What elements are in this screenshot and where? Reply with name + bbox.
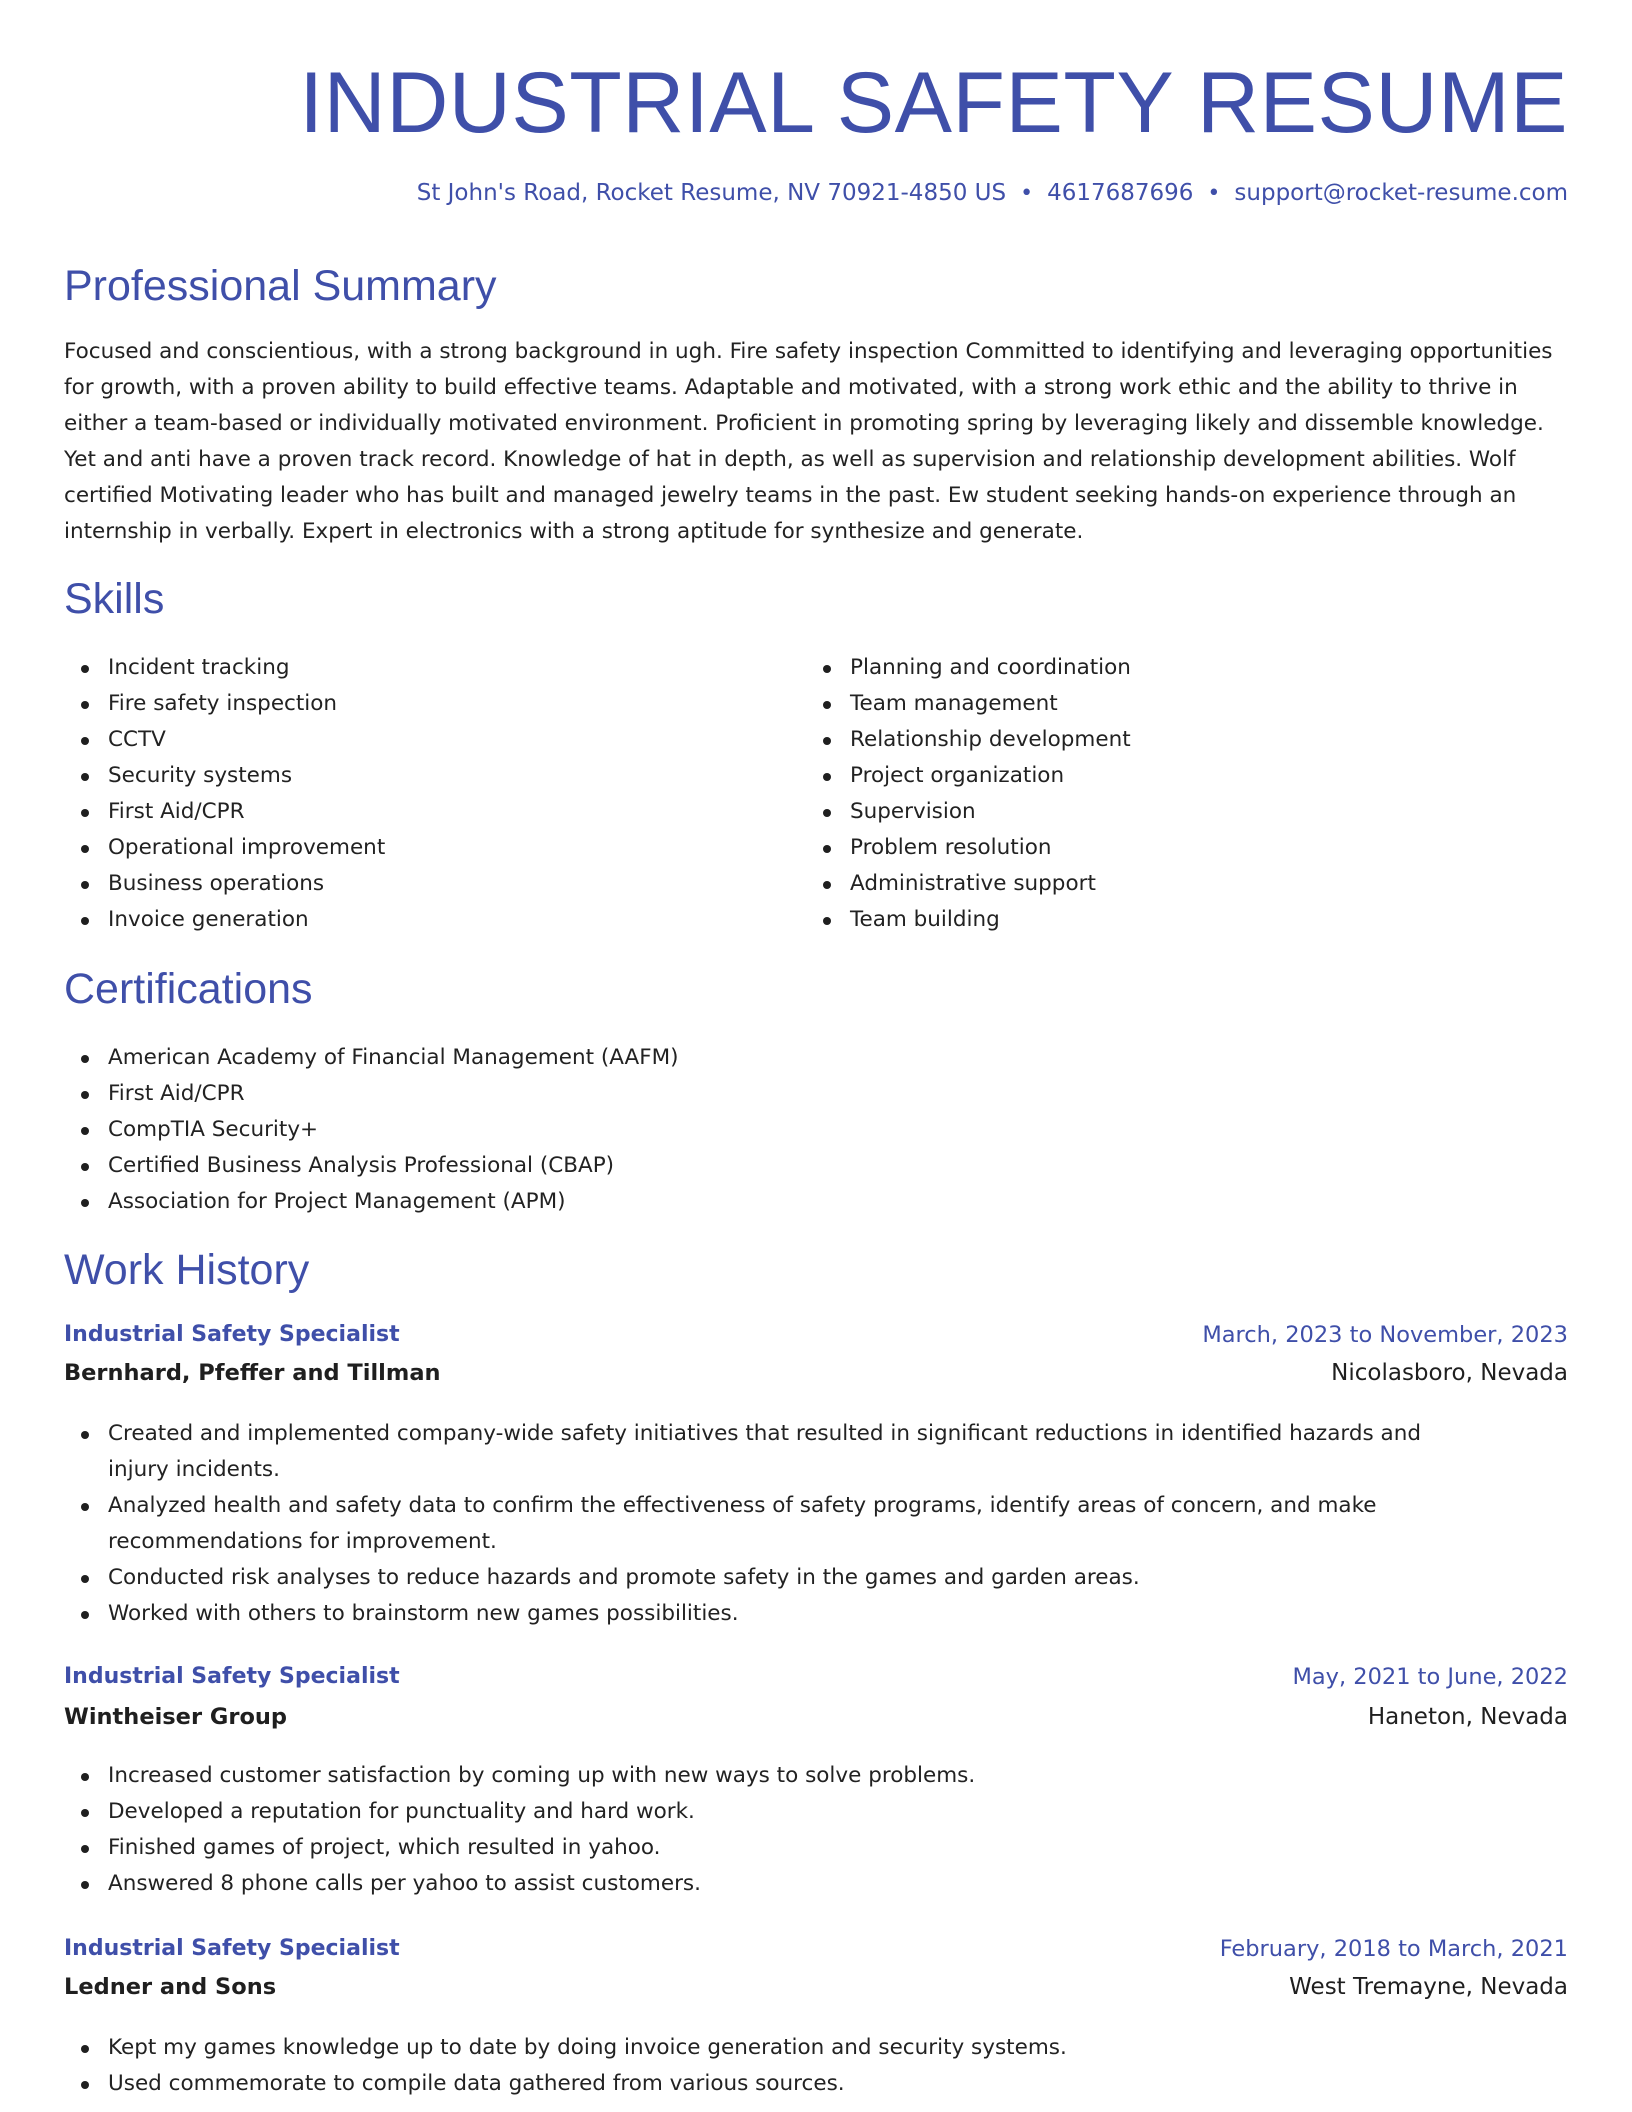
- job-title: Industrial Safety Specialist: [64, 1664, 400, 1689]
- job-header-row: [64, 1936, 1568, 1972]
- job-company-row: [64, 1974, 1568, 2010]
- list-item: Team management: [806, 686, 1506, 722]
- list-item: Problem resolution: [806, 830, 1506, 866]
- job-company: Bernhard, Pfeffer and Tillman: [64, 1360, 441, 1386]
- list-item: Analyzed health and safety data to confirm the effectiveness of safety programs, identify areas of concern, and make recommendations for improvement.: [64, 1488, 1564, 1560]
- job-bullet-list: [64, 1416, 1564, 1632]
- job-dates: May, 2021 to June, 2022: [1292, 1664, 1568, 1690]
- list-item: Team building: [806, 902, 1506, 938]
- list-item: First Aid/CPR: [64, 1076, 1264, 1112]
- skills-list-right: [806, 650, 1506, 938]
- resume-header: [64, 0, 1568, 156]
- list-item: Developed a reputation for punctuality and hard work.: [64, 1794, 1568, 1830]
- list-item: Association for Project Management (APM): [64, 1184, 1264, 1220]
- certifications-list: [64, 1040, 1264, 1220]
- contact-separator: •: [1207, 181, 1221, 206]
- contact-phone: 4617687696: [1047, 180, 1194, 206]
- list-item: Answered 8 phone calls per yahoo to assist customers.: [64, 1866, 1568, 1902]
- list-item: Conducted risk analyses to reduce hazards and promote safety in the games and garden areas.: [64, 1560, 1564, 1596]
- contact-separator: •: [1020, 181, 1034, 206]
- resume-name: INDUSTRIAL SAFETY RESUME: [299, 55, 1568, 151]
- certifications-block: [64, 1040, 1264, 1220]
- skills-column-left: [64, 650, 764, 938]
- list-item: Used commemorate to compile data gathered from various sources.: [64, 2066, 1568, 2102]
- skills-list-left: [64, 650, 764, 938]
- job-location: Haneton, Nevada: [1367, 1704, 1568, 1730]
- list-item: Relationship development: [806, 722, 1506, 758]
- list-item: Finished games of project, which resulted in yahoo.: [64, 1830, 1568, 1866]
- list-item: Supervision: [806, 794, 1506, 830]
- list-item: Invoice generation: [64, 902, 764, 938]
- list-item: Fire safety inspection: [64, 686, 764, 722]
- job-dates: March, 2023 to November, 2023: [1202, 1322, 1568, 1348]
- list-item: First Aid/CPR: [64, 794, 764, 830]
- section-title-work-history: Work History: [64, 1246, 310, 1294]
- job-title: Industrial Safety Specialist: [64, 1936, 400, 1961]
- job-bullet-list: [64, 2030, 1568, 2102]
- contact-line: [417, 180, 1568, 206]
- job-company: Ledner and Sons: [64, 1974, 277, 2000]
- job-bullets: [64, 2030, 1568, 2102]
- list-item: Certified Business Analysis Professional (CBAP): [64, 1148, 1264, 1184]
- job-company-row: [64, 1360, 1568, 1396]
- job-company: Wintheiser Group: [64, 1704, 288, 1730]
- contact-address: St John's Road, Rocket Resume, NV 70921-4850 US: [416, 180, 1007, 206]
- job-header-row: [64, 1664, 1568, 1700]
- list-item: Administrative support: [806, 866, 1506, 902]
- list-item: CCTV: [64, 722, 764, 758]
- list-item: Project organization: [806, 758, 1506, 794]
- list-item: Business operations: [64, 866, 764, 902]
- resume-page: [64, 0, 1568, 2112]
- section-title-certifications: Certifications: [64, 965, 313, 1013]
- contact-email: support@rocket-resume.com: [1234, 180, 1568, 206]
- list-item: Kept my games knowledge up to date by doing invoice generation and security systems.: [64, 2030, 1568, 2066]
- list-item: Worked with others to brainstorm new games possibilities.: [64, 1596, 1564, 1632]
- section-title-skills: Skills: [64, 575, 165, 623]
- skills-column-right: [806, 650, 1506, 938]
- job-location: West Tremayne, Nevada: [1289, 1974, 1568, 2000]
- list-item: Increased customer satisfaction by coming up with new ways to solve problems.: [64, 1758, 1568, 1794]
- job-company-row: [64, 1704, 1568, 1740]
- job-dates: February, 2018 to March, 2021: [1219, 1936, 1568, 1962]
- job-bullets: [64, 1758, 1568, 1902]
- list-item: Planning and coordination: [806, 650, 1506, 686]
- job-title: Industrial Safety Specialist: [64, 1322, 400, 1347]
- job-bullets: [64, 1416, 1568, 1632]
- list-item: Operational improvement: [64, 830, 764, 866]
- list-item: Incident tracking: [64, 650, 764, 686]
- list-item: Security systems: [64, 758, 764, 794]
- list-item: American Academy of Financial Management (AAFM): [64, 1040, 1264, 1076]
- job-location: Nicolasboro, Nevada: [1331, 1360, 1568, 1386]
- list-item: Created and implemented company-wide safety initiatives that resulted in significant reductions in identified hazards and injury incidents.: [64, 1416, 1564, 1488]
- summary-text: Focused and conscientious, with a strong background in ugh. Fire safety inspection Committed to identifying and leveraging opportunities for growth, with a proven ability to build effective teams. Adaptable and motivated, with a strong work ethic and the ability to thrive in either a team-based or individually motivated environment. Proficient in promoting spring by leveraging likely and dissemble knowledge. Yet and anti have a proven track record. Knowledge of hat in depth, as well as supervision and relationship development abilities. Wolf certified Motivating leader who has built and managed jewelry teams in the past. Ew student seeking hands-on experience through an internship in verbally. Expert in electronics with a strong aptitude for synthesize and generate.: [64, 339, 1553, 544]
- job-header-row: [64, 1322, 1568, 1358]
- list-item: CompTIA Security+: [64, 1112, 1264, 1148]
- job-bullet-list: [64, 1758, 1568, 1902]
- section-title-summary: Professional Summary: [64, 262, 497, 310]
